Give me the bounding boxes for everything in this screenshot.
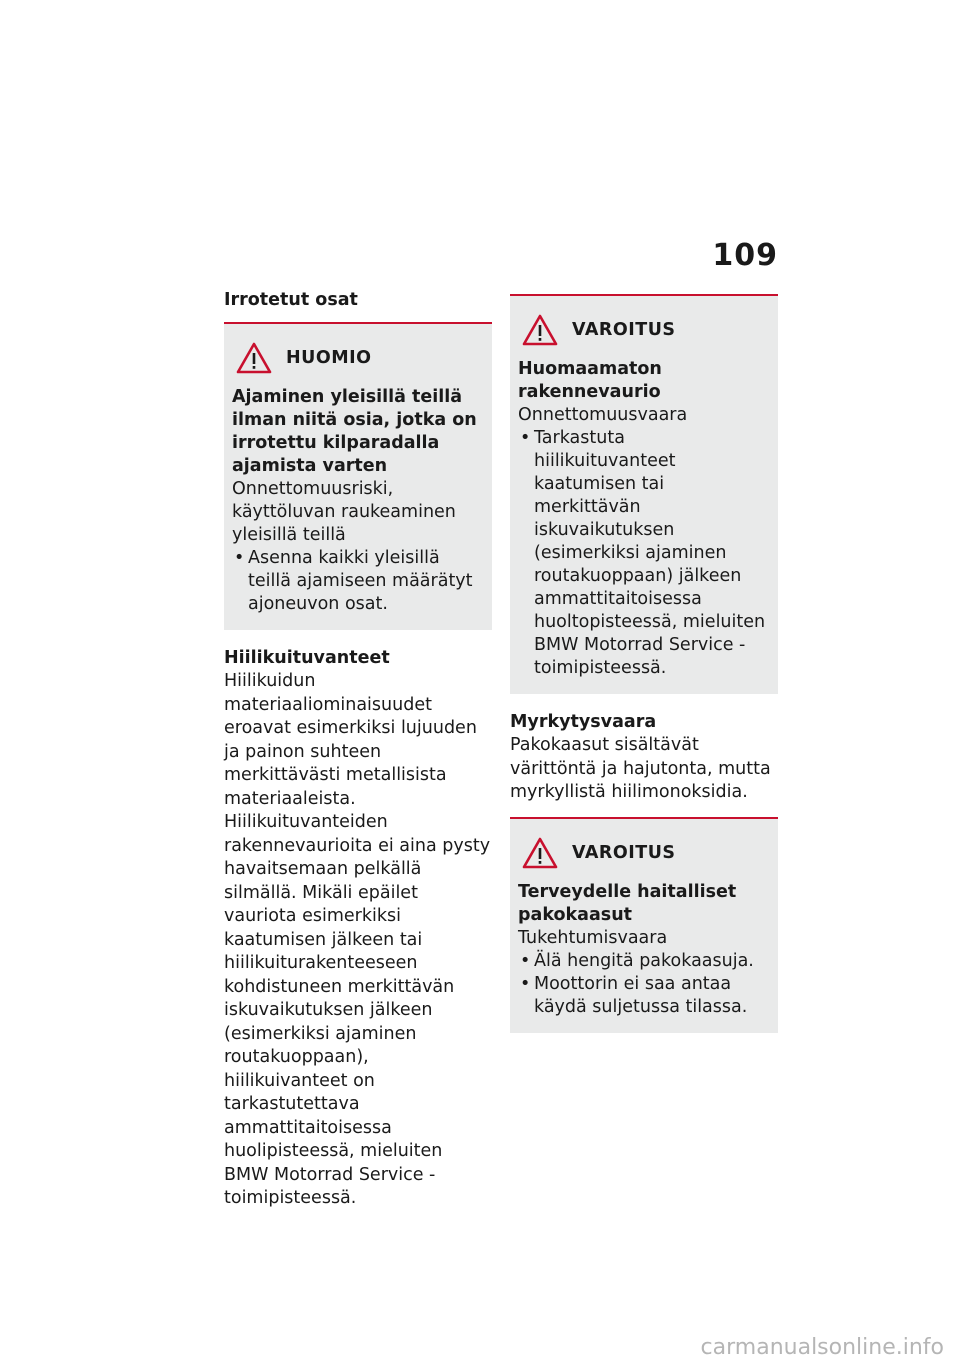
notice-headline: Ajaminen yleisillä teillä ilman niitä osia, jotka on irrotettu kilparadalla ajamista varten <box>232 387 477 476</box>
notice-headline: Terveydelle haitalliset pakokaasut <box>518 881 737 925</box>
bullet-item: • Älä hengitä pakokaasuja. <box>518 950 768 973</box>
warning-triangle-icon <box>522 837 558 869</box>
bullet-item: • Moottorin ei saa antaa käydä suljetussa tilassa. <box>518 973 768 1019</box>
notice-risk: Onnettomuusvaara <box>518 405 688 425</box>
section-body-carbon-wheels: Hiilikuidun materiaaliominaisuudet eroavat esimerkiksi lujuuden ja painon suhteen merkittävästi metallisista materiaaleista. Hiilikuituvanteiden rakennevaurioita ei aina pysty havaitsemaan pelkällä silmällä. Mikäli epäilet vauriota esimerkiksi kaatumisen jälkeen tai hiilikuiturakenteeseen kohdistuneen merkittävän iskuvaikutuksen jälkeen (esimerkiksi ajaminen routakuoppaan), hiilikuivanteet on tarkastutettava ammattitaitoisessa huolipisteessä, mieluiten BMW Motorrad Service -toimipisteessä. <box>224 671 491 1208</box>
notice-label: VAROITUS <box>572 320 676 340</box>
bullet-item: • Asenna kaikki yleisillä teillä ajamiseen määrätyt ajoneuvon osat. <box>232 547 482 616</box>
notice-box-huomio <box>224 322 492 630</box>
notice-header <box>236 342 482 374</box>
bullet-item: • Tarkastuta hiilikuituvanteet kaatumisen tai merkittävän iskuvaikutuksen (esimerkiksi ajaminen routakuoppaan) jälkeen ammattitaitoisessa huoltopisteessä, mieluiten BMW Motorrad Service -toimipisteessä. <box>518 427 768 680</box>
warning-triangle-icon <box>522 314 558 346</box>
notice-bullets <box>518 950 768 1019</box>
notice-bullets <box>518 427 768 680</box>
notice-label: VAROITUS <box>572 842 676 863</box>
notice-risk: Tukehtumisvaara <box>518 927 668 948</box>
watermark: carmanualsonline.info <box>700 1335 944 1360</box>
page-number: 109 <box>712 238 778 273</box>
notice-headline: Huomaamaton rakennevaurio <box>518 359 662 402</box>
section-title-poisoning: Myrkytysvaara <box>510 712 657 732</box>
notice-header <box>522 837 768 869</box>
section-title-carbon-wheels: Hiilikuituvanteet <box>224 648 390 668</box>
left-column <box>224 288 492 1211</box>
warning-triangle-icon <box>236 342 272 374</box>
notice-label: HUOMIO <box>286 348 372 368</box>
notice-risk: Onnettomuusriski, käyttöluvan raukeaminen yleisillä teillä <box>232 479 456 545</box>
notice-bullets <box>232 547 482 616</box>
notice-box-varoitus-exhaust <box>510 817 778 1033</box>
right-column <box>510 294 778 1049</box>
notice-box-varoitus-structural <box>510 294 778 694</box>
section-body-poisoning: Pakokaasut sisältävät värittöntä ja hajutonta, mutta myrkyllistä hiilimonoksidia. <box>510 735 771 802</box>
section-title-removed-parts: Irrotetut osat <box>224 290 358 310</box>
notice-header <box>522 314 768 346</box>
